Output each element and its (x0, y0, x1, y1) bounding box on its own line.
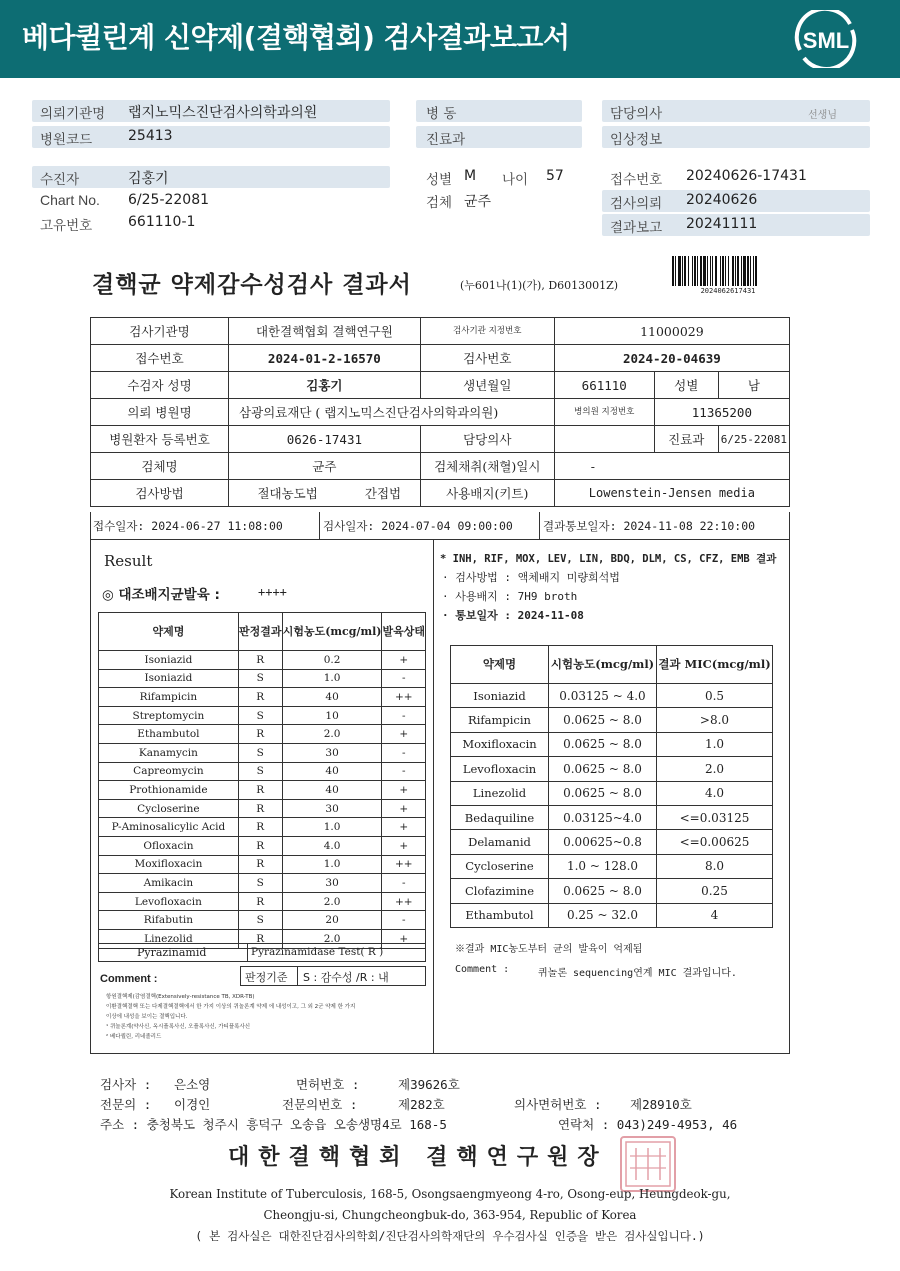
right-comment-label: Comment : (455, 964, 510, 975)
pza-value: Pyrazinamidase Test( R ) (251, 946, 384, 958)
date-separator (319, 512, 320, 539)
comment-line: ² 베다퀼린, 리네졸리드 (106, 1034, 162, 1040)
method-1: 절대농도법 (229, 480, 347, 507)
growth-status: + (382, 929, 426, 948)
mic-result: 4 (657, 903, 773, 927)
growth-status: + (382, 836, 426, 855)
test-date: 검사일자: 2024-07-04 09:00:00 (323, 519, 513, 533)
test-request-label: 검사의뢰 (610, 196, 663, 212)
report-date: 20241111 (686, 216, 758, 232)
barcode-bar (735, 256, 736, 286)
barcode-bar (725, 256, 726, 286)
expert-name: 이경인 (174, 1097, 211, 1112)
mic-drug-name: Moxifloxacin (451, 732, 549, 756)
growth-status: ++ (382, 688, 426, 707)
mic-drug-name: Linezolid (451, 781, 549, 805)
rsex-value: 남 (718, 372, 789, 399)
birth-value: 661110 (554, 372, 654, 399)
mic-concentration-range: 0.0625 ~ 8.0 (549, 732, 657, 756)
judgement: S (238, 762, 282, 781)
barcode-bar (750, 256, 751, 286)
kit-value: Lowenstein-Jensen media (554, 480, 789, 507)
mic-drug-name: Ethambutol (451, 903, 549, 927)
t1-header: 발육상태 (382, 613, 426, 651)
t2-header: 시험농도(mcg/ml) (549, 646, 657, 684)
report-date-label: 결과보고 (610, 220, 663, 236)
judgement: R (238, 929, 282, 948)
judge-value: S : 감수성 /R : 내 (303, 971, 389, 984)
unique-label: 고유번호 (40, 218, 93, 234)
doctor-label: 담당의사 (610, 106, 663, 122)
test-concentration: 4.0 (282, 836, 382, 855)
drug-row (99, 781, 426, 800)
drug-row (99, 743, 426, 762)
test-concentration: 40 (282, 781, 382, 800)
specimen-name-label: 검체명 (91, 453, 229, 480)
expert-no: 제282호 (398, 1097, 445, 1112)
barcode-bar (675, 256, 676, 286)
barcode-bar (753, 256, 754, 286)
request-org-label: 의뢰기관명 (40, 106, 106, 122)
date-separator (539, 512, 540, 539)
drug-row (99, 688, 426, 707)
drug-row (99, 911, 426, 930)
test-concentration: 1.0 (282, 669, 382, 688)
mic-concentration-range: 0.25 ~ 32.0 (549, 903, 657, 927)
drug-name: Streptomycin (99, 706, 239, 725)
org-label: 검사기관명 (91, 318, 229, 345)
pza-separator (247, 944, 248, 961)
judgement: S (238, 874, 282, 893)
t1-header: 약제명 (99, 613, 239, 651)
method-2: 간접법 (346, 480, 420, 507)
request-org: 랩지노믹스진단검사의학과의원 (128, 105, 318, 121)
logo-text: SML (802, 28, 850, 53)
mic-drug-name: Rifampicin (451, 708, 549, 732)
clinical-label: 임상정보 (610, 132, 663, 148)
growth-status: - (382, 669, 426, 688)
barcode-bar (712, 256, 713, 286)
report-subtitle: (누601나(1)(가), D6013001Z) (460, 279, 619, 292)
reg-value: 0626-17431 (229, 426, 421, 453)
drug-name: Isoniazid (99, 669, 239, 688)
barcode-bar (728, 256, 729, 286)
hosp-code-label: 병의원 지정번호 (554, 399, 654, 426)
drug-row (99, 651, 426, 670)
judgement: R (238, 799, 282, 818)
judgement: R (238, 725, 282, 744)
patient-name-value: 김홍기 (229, 372, 421, 399)
mic-drug-name: Levofloxacin (451, 757, 549, 781)
growth-status: + (382, 781, 426, 800)
test-no-label: 검사번호 (420, 345, 554, 372)
patient-name-label: 수검자 성명 (91, 372, 229, 399)
judgement: R (238, 818, 282, 837)
tester-name: 은소영 (174, 1077, 211, 1092)
drug-name: Prothionamide (99, 781, 239, 800)
barcode-bar (710, 256, 711, 286)
mic-result: <=0.00625 (657, 830, 773, 854)
org: 대한결핵협회 결핵연구원 (229, 318, 421, 345)
test-concentration: 30 (282, 799, 382, 818)
report-title: 결핵균 약제감수성검사 결과서 (92, 271, 412, 298)
birth-label: 생년월일 (420, 372, 554, 399)
judgement: S (238, 911, 282, 930)
drug-name: Levofloxacin (99, 892, 239, 911)
mic-row (451, 903, 773, 927)
hospital-value: 삼광의료재단 ( 랩지노믹스진단검사의학과의원) (229, 399, 555, 426)
mic-drug-name: Isoniazid (451, 684, 549, 708)
barcode-bar (672, 256, 674, 286)
mic-table (450, 645, 773, 928)
barcode-bar (694, 256, 696, 286)
drug-row (99, 874, 426, 893)
drug-name: Linezolid (99, 929, 239, 948)
hosp-code: 11365200 (654, 399, 789, 426)
report-info-table (90, 317, 790, 507)
ward-label: 병 동 (426, 106, 457, 122)
test-no: 2024-20-04639 (554, 345, 789, 372)
mic-result: 1.0 (657, 732, 773, 756)
barcode-bar (737, 256, 739, 286)
kit-label: 사용배지(키트) (420, 480, 554, 507)
test-concentration: 30 (282, 743, 382, 762)
report-header (0, 0, 900, 78)
test-concentration: 2.0 (282, 725, 382, 744)
test-concentration: 1.0 (282, 818, 382, 837)
growth-status: - (382, 874, 426, 893)
mic-drug-name: Clofazimine (451, 879, 549, 903)
control-label: ◎ 대조배지균발육 : (102, 587, 220, 603)
drug-row (99, 855, 426, 874)
growth-status: + (382, 725, 426, 744)
right-comment: 퀴놀론 sequencing연계 MIC 결과입니다. (538, 968, 737, 979)
mic-concentration-range: 0.00625~0.8 (549, 830, 657, 854)
mic-row (451, 879, 773, 903)
right-method: · 검사방법 : 액체배지 미량희석법 (442, 571, 620, 584)
t1-header: 시험농도(mcg/ml) (282, 613, 382, 651)
collect-value: - (554, 453, 789, 480)
hospital-code: 25413 (128, 128, 173, 144)
judgement: R (238, 855, 282, 874)
drug-row (99, 725, 426, 744)
specimen-value: 균주 (464, 194, 492, 210)
hospital-code-label: 병원코드 (40, 132, 93, 148)
judgement: S (238, 706, 282, 725)
test-concentration: 0.2 (282, 651, 382, 670)
right-medium: · 사용배지 : 7H9 broth (442, 590, 578, 603)
growth-status: ++ (382, 855, 426, 874)
barcode-bar (741, 256, 742, 286)
right-drugs: * INH, RIF, MOX, LEV, LIN, BDQ, DLM, CS, CFZ, EMB 결과 (440, 553, 777, 565)
test-concentration: 10 (282, 706, 382, 725)
drug-name: Ethambutol (99, 725, 239, 744)
test-concentration: 40 (282, 762, 382, 781)
rdept-value: 6/25-22081 (718, 426, 789, 453)
chart-number: 6/25-22081 (128, 192, 210, 208)
test-concentration: 2.0 (282, 892, 382, 911)
test-concentration: 30 (282, 874, 382, 893)
certification-note: ( 본 검사실은 대한진단검사의학회/진단검사의학재단의 우수검사실 인증을 받은 검사실입니다.) (195, 1229, 705, 1243)
solid-media-table (98, 612, 426, 949)
judge-separator (297, 967, 298, 985)
mic-concentration-range: 0.0625 ~ 8.0 (549, 757, 657, 781)
expert-no-label: 전문의번호 : (282, 1097, 358, 1112)
comment-line: 이상에 내성을 보이는 결핵입니다. (106, 1014, 188, 1020)
mic-row (451, 830, 773, 854)
doctor-suffix: 선생님 (808, 110, 837, 121)
growth-status: - (382, 911, 426, 930)
barcode-bar (755, 256, 757, 286)
age-label: 나이 (502, 172, 529, 188)
comment-line: 이환결핵결핵 또는 다제결핵결핵에서 한 가지 이상의 퀴놀론계 약제 에 내성이고, 그 외 2군 약제 한 가지 (106, 1004, 356, 1010)
result-divider (433, 540, 434, 1054)
right-notify: · 통보일자 : 2024-11-08 (442, 609, 584, 622)
english-address-1: Korean Institute of Tuberculosis, 168-5, Osongsaengmyeong 4-ro, Osong-eup, Heungdeok-gu, (169, 1187, 731, 1201)
drug-name: Rifampicin (99, 688, 239, 707)
mic-row (451, 757, 773, 781)
barcode-bar (688, 256, 689, 286)
sex-value: M (464, 168, 477, 184)
comment-line: ¹ 퀴놀론계(약사신, 옥시플록사신, 오플록사신, 가티플록사신 (106, 1024, 251, 1030)
drug-name: P-Aminosalicylic Acid (99, 818, 239, 837)
judgement: R (238, 892, 282, 911)
judgement: S (238, 669, 282, 688)
patient-label: 수진자 (40, 172, 80, 188)
t1-header: 판정결과 (238, 613, 282, 651)
test-concentration: 2.0 (282, 929, 382, 948)
institute-name: 대한결핵협회 결핵연구원장 (228, 1144, 608, 1170)
mic-drug-name: Delamanid (451, 830, 549, 854)
judgement: R (238, 836, 282, 855)
mic-result: >8.0 (657, 708, 773, 732)
result-title: Result (104, 552, 153, 570)
drug-row (99, 836, 426, 855)
drug-name: Capreomycin (99, 762, 239, 781)
barcode-bar (743, 256, 746, 286)
rdoctor-value (554, 426, 654, 453)
barcode-bar (684, 256, 686, 286)
mic-note: ※결과 MIC농도부터 균의 발육이 억제됨 (455, 944, 643, 955)
mic-row (451, 708, 773, 732)
pza-row (98, 943, 426, 962)
judgement: R (238, 688, 282, 707)
judgement: S (238, 743, 282, 762)
method-label: 검사방법 (91, 480, 229, 507)
barcode-bar (732, 256, 734, 286)
barcode-bar (720, 256, 721, 286)
barcode-bar (697, 256, 698, 286)
rdept-label: 진료과 (654, 426, 718, 453)
judgement: R (238, 651, 282, 670)
test-concentration: 20 (282, 911, 382, 930)
expert-label: 전문의 : (100, 1097, 152, 1112)
drug-name: Cycloserine (99, 799, 239, 818)
sml-logo (790, 10, 862, 68)
mic-concentration-range: 0.0625 ~ 8.0 (549, 708, 657, 732)
growth-status: - (382, 743, 426, 762)
barcode-number: 2024062617431 (700, 287, 756, 295)
drug-row (99, 799, 426, 818)
date-row (90, 512, 790, 540)
age-value: 57 (546, 168, 564, 184)
info-bar-patient (32, 166, 390, 188)
mic-drug-name: Cycloserine (451, 854, 549, 878)
growth-status: ++ (382, 892, 426, 911)
barcode-bar (682, 256, 683, 286)
mic-drug-name: Bedaquiline (451, 805, 549, 829)
drug-row (99, 669, 426, 688)
mic-row (451, 684, 773, 708)
comment-line: 항원결핵제(감염결핵(Extensively-resistance TB, XDR-TB) (106, 994, 255, 1000)
hospital-label: 의뢰 병원명 (91, 399, 229, 426)
receipt-date: 접수일자: 2024-06-27 11:08:00 (93, 519, 283, 533)
drug-row (99, 892, 426, 911)
mic-row (451, 854, 773, 878)
drug-name: Amikacin (99, 874, 239, 893)
mic-result: 2.0 (657, 757, 773, 781)
control-value: ++++ (258, 585, 287, 599)
judgement: R (238, 781, 282, 800)
growth-status: + (382, 651, 426, 670)
chart-label: Chart No. (40, 192, 100, 208)
mic-result: 8.0 (657, 854, 773, 878)
dept-label: 진료과 (426, 132, 466, 148)
barcode-bar (700, 256, 702, 286)
judge-label: 판정기준 (245, 971, 288, 984)
t2-header: 결과 MIC(mcg/ml) (657, 646, 773, 684)
address: 주소 : 충청북도 청주시 흥덕구 오송읍 오송생명4로 168-5 (100, 1117, 447, 1132)
barcode-bar (747, 256, 749, 286)
unique-number: 661110-1 (128, 214, 196, 230)
notify-date: 결과통보일자: 2024-11-08 22:10:00 (543, 519, 756, 533)
drug-row (99, 706, 426, 725)
mic-row (451, 781, 773, 805)
rdoctor-label: 담당의사 (420, 426, 554, 453)
mic-concentration-range: 0.03125 ~ 4.0 (549, 684, 657, 708)
patient-name: 김홍기 (128, 171, 169, 187)
license-label: 면허번호 : (296, 1077, 360, 1092)
org-code: 11000029 (554, 318, 789, 345)
page-title: 베다퀼린계 신약제(결핵협회) 검사결과보고서 (22, 21, 570, 54)
drug-name: Isoniazid (99, 651, 239, 670)
barcode-bar (715, 256, 717, 286)
drug-name: Ofloxacin (99, 836, 239, 855)
rsex-label: 성별 (654, 372, 718, 399)
mic-concentration-range: 0.0625 ~ 8.0 (549, 879, 657, 903)
specimen-label: 검체 (426, 195, 453, 211)
contact: 연락처 : 043)249-4953, 46 (558, 1117, 738, 1132)
receipt-label: 접수번호 (610, 172, 663, 188)
collect-label: 검체채취(채혈)일시 (420, 453, 554, 480)
mic-concentration-range: 0.03125~4.0 (549, 805, 657, 829)
test-concentration: 40 (282, 688, 382, 707)
doctor-license-label: 의사면허번호 : (514, 1097, 602, 1112)
receipt-number: 20240626-17431 (686, 168, 807, 184)
barcode-bar (678, 256, 681, 286)
tester-label: 검사자 : (100, 1077, 152, 1092)
growth-status: + (382, 818, 426, 837)
t2-header: 약제명 (451, 646, 549, 684)
drug-name: Kanamycin (99, 743, 239, 762)
mic-result: 4.0 (657, 781, 773, 805)
mic-result: 0.5 (657, 684, 773, 708)
mic-result: 0.25 (657, 879, 773, 903)
test-request-date: 20240626 (686, 192, 758, 208)
mic-result: <=0.03125 (657, 805, 773, 829)
pza-name: Pyrazinamid (137, 946, 207, 959)
growth-status: + (382, 799, 426, 818)
reg-label: 병원환자 등록번호 (91, 426, 229, 453)
drug-name: Rifabutin (99, 911, 239, 930)
test-concentration: 1.0 (282, 855, 382, 874)
receipt-no-label: 접수번호 (91, 345, 229, 372)
drug-name: Moxifloxacin (99, 855, 239, 874)
growth-status: - (382, 706, 426, 725)
english-address-2: Cheongju-si, Chungcheongbuk-do, 363-954, Republic of Korea (263, 1208, 637, 1222)
mic-concentration-range: 0.0625 ~ 8.0 (549, 781, 657, 805)
judge-criteria (240, 966, 426, 986)
barcode-bar (703, 256, 706, 286)
sex-label: 성별 (426, 172, 453, 188)
barcode-bar (692, 256, 693, 286)
org-code-label: 검사기관 지정번호 (420, 318, 554, 345)
barcode (672, 256, 784, 286)
barcode-bar (722, 256, 724, 286)
comment-label: Comment : (100, 973, 158, 985)
specimen-name: 균주 (229, 453, 421, 480)
drug-row (99, 818, 426, 837)
barcode-bar (707, 256, 708, 286)
comment-lines (106, 992, 355, 1042)
license-no: 제39626호 (398, 1077, 460, 1092)
doctor-license: 제28910호 (630, 1097, 692, 1112)
official-seal-stamp (620, 1136, 676, 1192)
drug-row (99, 762, 426, 781)
mic-row (451, 805, 773, 829)
mic-concentration-range: 1.0 ~ 128.0 (549, 854, 657, 878)
receipt-no: 2024-01-2-16570 (229, 345, 421, 372)
growth-status: - (382, 762, 426, 781)
mic-row (451, 732, 773, 756)
